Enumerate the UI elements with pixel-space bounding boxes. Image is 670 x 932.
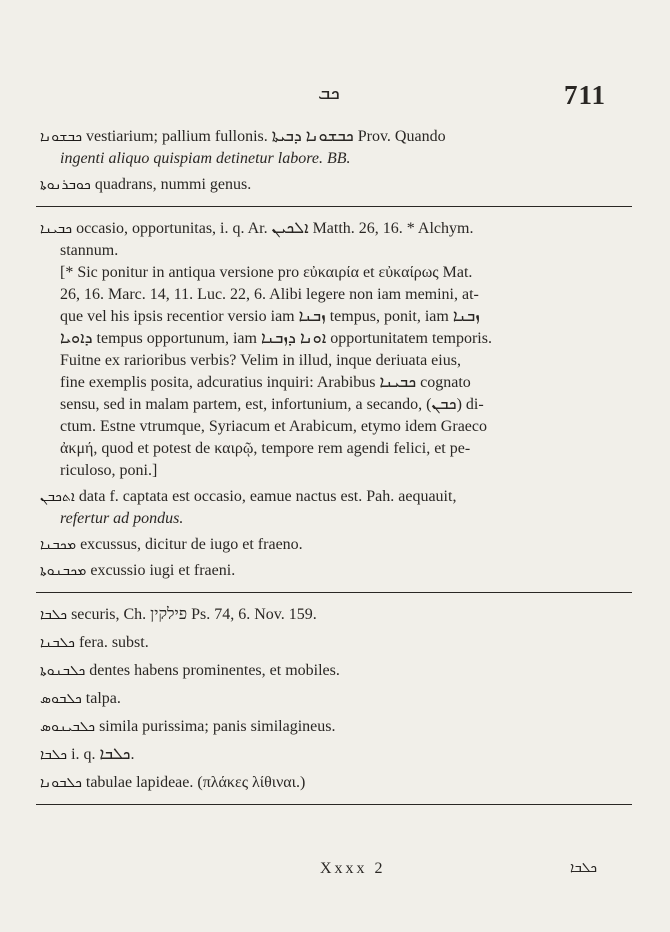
signature-mark: Xxxx 2 [320, 860, 386, 877]
dictionary-entry [40, 716, 630, 738]
entry-line: securis, Ch. פילקין Ps. 74, 6. Nov. 159. [71, 606, 317, 623]
dictionary-entry [40, 660, 630, 682]
entry-line: [* Sic ponitur in antiqua versione pro εὐκαιρία et εὐκαίρως Mat. [60, 264, 473, 281]
syriac-headword: ܟܒܫܘܢܐ [40, 129, 82, 145]
syriac-headword: ܟܠܒܢܘܬܐ [40, 663, 86, 679]
entry-line: simila purissima; panis similagineus. [99, 718, 336, 735]
dictionary-entry [40, 218, 630, 482]
entry-line: ingenti aliquo quispiam detinetur labore. BB. [60, 150, 351, 167]
dictionary-entry [40, 604, 630, 626]
entry-line: excussio iugi et fraeni. [90, 562, 236, 579]
dictionary-entry [40, 534, 630, 556]
entry-line: occasio, opportunitas, i. q. Ar. ܐܠܟܝܢ Matth. 26, 16. * Alchym. [76, 220, 474, 237]
entry-line: fine exemplis posita, adcuratius inquiri: Arabibus ܟܒܝܢܐ cognato [60, 374, 471, 391]
entry-line: Fuitne ex rarioribus verbis? Velim in illud, inque deriuata eius, [60, 352, 461, 369]
entry-line: riculoso, poni.] [60, 462, 158, 479]
entry-line: quadrans, nummi genus. [94, 176, 252, 193]
section-divider [36, 592, 632, 594]
dictionary-entry [40, 126, 630, 170]
entry-line: refertur ad pondus. [60, 510, 184, 527]
syriac-headword: ܟܠܒܘܢܐ [40, 775, 82, 791]
entry-line: ἀκμή, quod et potest de καιρῷ, tempore rem agendi felici, et pe- [60, 440, 471, 457]
entry-line: ctum. Estne vtrumque, Syriacum et Arabicum, etymo idem Graeco [60, 418, 487, 435]
dictionary-entry [40, 688, 630, 710]
dictionary-entry [40, 486, 630, 530]
dictionary-entries [40, 126, 630, 816]
syriac-headword: ܟܠܒܝܢܘܣ [40, 719, 96, 735]
entry-line: talpa. [85, 690, 121, 707]
syriac-headword: ܟܠܒܐ [40, 607, 68, 623]
page-number: 711 [564, 80, 607, 110]
syriac-headword: ܟܘܒܪܢܘܬܐ [40, 177, 91, 193]
syriac-headword: ܟܠܒܢܐ [40, 635, 75, 651]
entry-line: vestiarium; pallium fullonis. ܟܒܫܘܢܐ ܕܒܝܬܐ Prov. Quando [86, 128, 446, 145]
section-divider [36, 206, 632, 208]
entry-line: que vel his ipsis recentior versio iam ܙܒܢܐ tempus, ponit, iam ܙܒܢܐ [60, 308, 480, 325]
dictionary-entry [40, 744, 630, 766]
syriac-headword: ܟܠܒܘܣ [40, 691, 82, 707]
entry-line: ܕܐܘܝܐ tempus opportunum, iam ܐܘܢܐ ܕܙܒܢܐ opportunitatem temporis. [60, 330, 492, 347]
entry-line: 26, 16. Marc. 14, 11. Luc. 22, 6. Alibi legere non iam memini, at- [60, 286, 479, 303]
entry-line: fera. subst. [78, 634, 149, 651]
page-footer [0, 860, 670, 890]
dictionary-entry [40, 560, 630, 582]
header-syriac-letters: ܟܒ [318, 82, 340, 104]
entry-line: sensu, sed in malam partem, est, infortunium, a secando, (ܟܒܢ) di- [60, 396, 484, 413]
syriac-headword: ܡܟܒܢܐ [40, 537, 77, 553]
syriac-headword: ܟܒܝܢܐ [40, 221, 73, 237]
entry-line: i. q. ܟܠܒܐ. [71, 746, 135, 763]
dictionary-entry [40, 772, 630, 794]
entry-line: data f. captata est occasio, eamue nactus est. Pah. aequauit, [78, 488, 457, 505]
dictionary-entry [40, 174, 630, 196]
entry-line: dentes habens prominentes, et mobiles. [89, 662, 340, 679]
syriac-headword: ܡܟܒܢܘܬܐ [40, 563, 87, 579]
section-divider [36, 804, 632, 806]
syriac-headword: ܐܬܟܒܢ [40, 489, 75, 505]
entry-line: stannum. [60, 242, 119, 259]
syriac-headword: ܟܠܒܐ [40, 747, 68, 763]
running-header [0, 78, 670, 118]
catchword: ܟܠܒܐ [570, 860, 598, 876]
dictionary-entry [40, 632, 630, 654]
entry-line: tabulae lapideae. (πλάκες λίθιναι.) [85, 774, 306, 791]
entry-line: excussus, dicitur de iugo et fraeno. [80, 536, 303, 553]
